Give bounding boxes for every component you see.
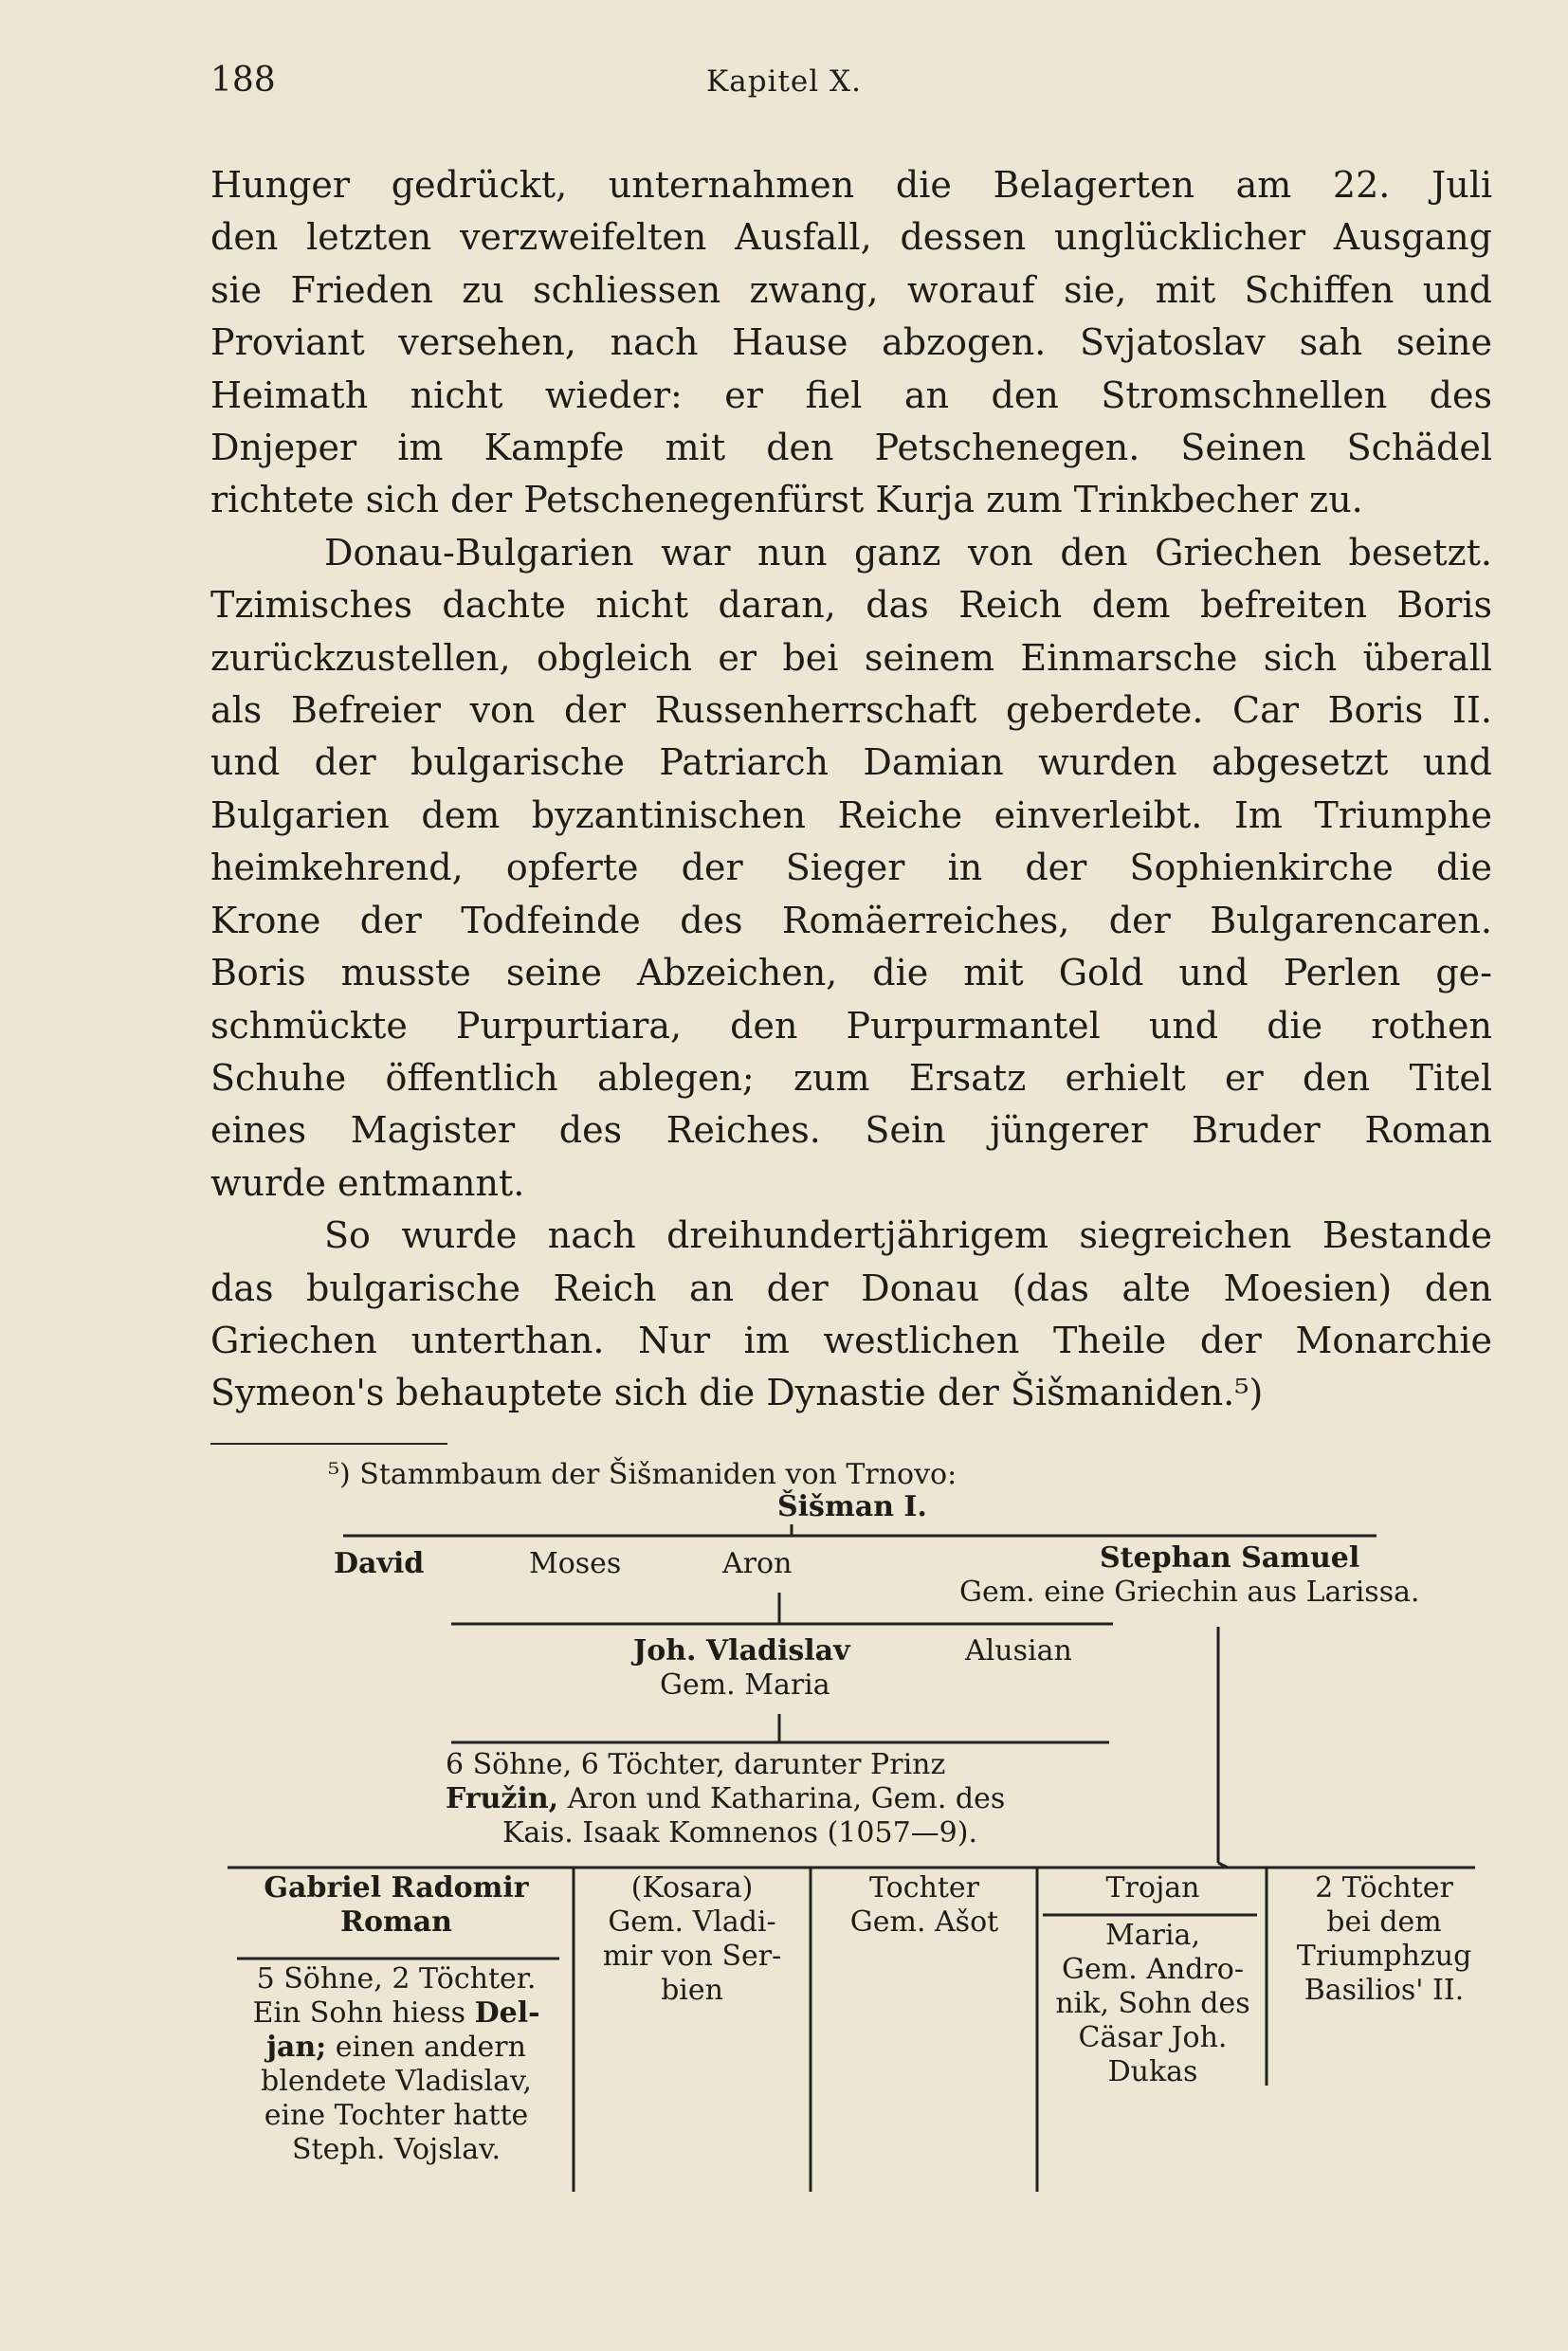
spouse-line: Gem. Andro-: [1062, 1953, 1244, 1986]
descendants-line-part: Ein Sohn hiess: [252, 1996, 466, 2030]
spouse-line: nik, Sohn des: [1055, 1987, 1250, 2020]
text-line: wurde entmannt.: [210, 1161, 525, 1204]
child-gabriel-block: [226, 1871, 567, 1940]
spouse-line: Gem. Ašot: [849, 1905, 999, 1939]
child-maria-block: [1041, 1919, 1265, 2089]
descendants-line: blendete Vladislav,: [261, 2065, 532, 2098]
person-kosara: (Kosara): [630, 1871, 754, 1904]
child-trojan-block: [1041, 1871, 1265, 1905]
footnote-heading: [328, 1458, 957, 1491]
person-roman: Roman: [340, 1905, 452, 1939]
text-line: Schuhe öffentlich ablegen; zum Ersatz erhielt er den Titel: [210, 1056, 1492, 1099]
page-header: [0, 61, 1568, 108]
paragraph: [210, 527, 1492, 1210]
page-number: 188: [210, 61, 276, 100]
paragraph: [210, 1210, 1492, 1420]
person-alusian: Alusian: [965, 1634, 1072, 1668]
text-line: Symeon's behauptete sich die Dynastie der Šišmaniden.⁵): [210, 1372, 1264, 1414]
text-line: richtete sich der Petschenegenfürst Kurja zum Trinkbecher zu.: [210, 479, 1363, 521]
footnote-divider: [210, 1443, 447, 1445]
spouse-line: mir von Ser-: [602, 1940, 782, 1973]
child-kosara-block: [576, 1871, 808, 2008]
descendants-line: 5 Söhne, 2 Töchter.: [256, 1962, 537, 1996]
person-gabriel-radomir: Gabriel Radomir: [264, 1871, 529, 1904]
text-line: sie Frieden zu schliessen zwang, worauf sie, mit Schiffen und: [210, 268, 1492, 311]
note-line: Basilios' II.: [1304, 1974, 1465, 2007]
text-line: heimkehrend, opferte der Sieger in der Sophienkirche die: [210, 847, 1492, 889]
person-trojan: Trojan: [1105, 1871, 1200, 1904]
person-joh-vladislav: Joh. Vladislav: [633, 1634, 850, 1668]
text-line: und der bulgarische Patriarch Damian wurden abgesetzt und: [210, 741, 1492, 784]
person-stephan-samuel: Stephan Samuel: [1100, 1541, 1360, 1575]
descendants-line-part: einen andern: [326, 2031, 526, 2064]
footnote-title: Stammbaum der Šišmaniden von Trnovo:: [359, 1458, 957, 1491]
person-maria: Maria,: [1105, 1919, 1200, 1952]
spouse-line: Gem. Vladi-: [608, 1905, 776, 1939]
text-line: Donau-Bulgarien war nun ganz von den Griechen besetzt.: [324, 531, 1492, 574]
text-line: Proviant versehen, nach Hause abzogen. Svjatoslav sah seine: [210, 321, 1492, 364]
note-line: bei dem: [1326, 1905, 1442, 1939]
text-line: zurückzustellen, obgleich er bei seinem Einmarsche sich überall: [210, 636, 1492, 679]
text-line: eines Magister des Reiches. Sein jüngerer Bruder Roman: [210, 1109, 1492, 1152]
spouse-line: bien: [661, 1974, 723, 2007]
text-line: Hunger gedrückt, unternahmen die Belagerten am 22. Juli: [210, 164, 1492, 206]
person-spouse-note: Gem. Maria: [660, 1668, 830, 1702]
text-line: als Befreier von der Russenherrschaft geberdete. Car Boris II.: [210, 689, 1492, 732]
text-line: So wurde nach dreihundertjährigem siegreichen Bestande: [324, 1214, 1492, 1257]
spouse-line: Cäsar Joh.: [1078, 2021, 1228, 2054]
paragraph: [210, 159, 1492, 527]
text-line: Boris musste seine Abzeichen, die mit Gold und Perlen ge-: [210, 952, 1492, 994]
footnote-marker: ⁵): [328, 1458, 351, 1491]
gen3-line: [446, 1782, 1119, 1816]
gen3-line-rest: Aron und Katharina, Gem. des: [558, 1782, 1006, 1815]
text-line: das bulgarische Reich an der Donau (das alte Moesien) den: [210, 1267, 1492, 1309]
text-line: Heimath nicht wieder: er fiel an den Stromschnellen des: [210, 374, 1492, 416]
tree-root-sisman: Šišman I.: [777, 1490, 927, 1523]
descendants-line: eine Tochter hatte: [264, 2099, 529, 2132]
text-line: Tzimisches dachte nicht daran, das Reich dem befreiten Boris: [210, 584, 1492, 627]
text-line: Griechen unterthan. Nur im westlichen Theile der Monarchie: [210, 1319, 1492, 1361]
person-deljan-cont: jan;: [266, 2031, 327, 2064]
text-line: Bulgarien dem byzantinischen Reiche einverleibt. Im Triumphe: [210, 793, 1492, 836]
person-aron: Aron: [722, 1547, 793, 1580]
person-david: David: [334, 1547, 425, 1580]
text-line: Dnjeper im Kampfe mit den Petschenegen. Seinen Schädel: [210, 427, 1492, 469]
descendants-line: [226, 1996, 567, 2031]
person-deljan: Del-: [474, 1996, 540, 2030]
person-moses: Moses: [529, 1547, 622, 1580]
main-text: [210, 159, 1492, 1420]
person-spouse-note: Gem. eine Griechin aus Larissa.: [959, 1576, 1420, 1609]
descendants-line: [226, 2031, 567, 2065]
text-line: den letzten verzweifelten Ausfall, dessen unglücklicher Ausgang: [210, 216, 1492, 259]
gen3-line: Kais. Isaak Komnenos (1057—9).: [502, 1816, 977, 1850]
child-gabriel-descendants: [226, 1962, 567, 2167]
person-two-daughters: 2 Töchter: [1315, 1871, 1453, 1904]
person-fruzin: Fružin,: [446, 1782, 559, 1815]
note-line: Triumphzug: [1296, 1940, 1472, 1973]
text-line: schmückte Purpurtiara, den Purpurmantel und die rothen: [210, 1004, 1492, 1047]
running-title: Kapitel X.: [706, 64, 862, 99]
child-tochter-block: [813, 1871, 1035, 1940]
gen3-block: [446, 1748, 1119, 1850]
spouse-line: Dukas: [1107, 2055, 1198, 2088]
text-line: Krone der Todfeinde des Romäerreiches, der Bulgarencaren.: [210, 899, 1492, 941]
child-tochter2-block: [1270, 1871, 1498, 2008]
descendants-line: Steph. Vojslav.: [291, 2133, 501, 2166]
person-tochter: Tochter: [868, 1871, 979, 1904]
gen3-line: 6 Söhne, 6 Töchter, darunter Prinz: [446, 1748, 946, 1781]
